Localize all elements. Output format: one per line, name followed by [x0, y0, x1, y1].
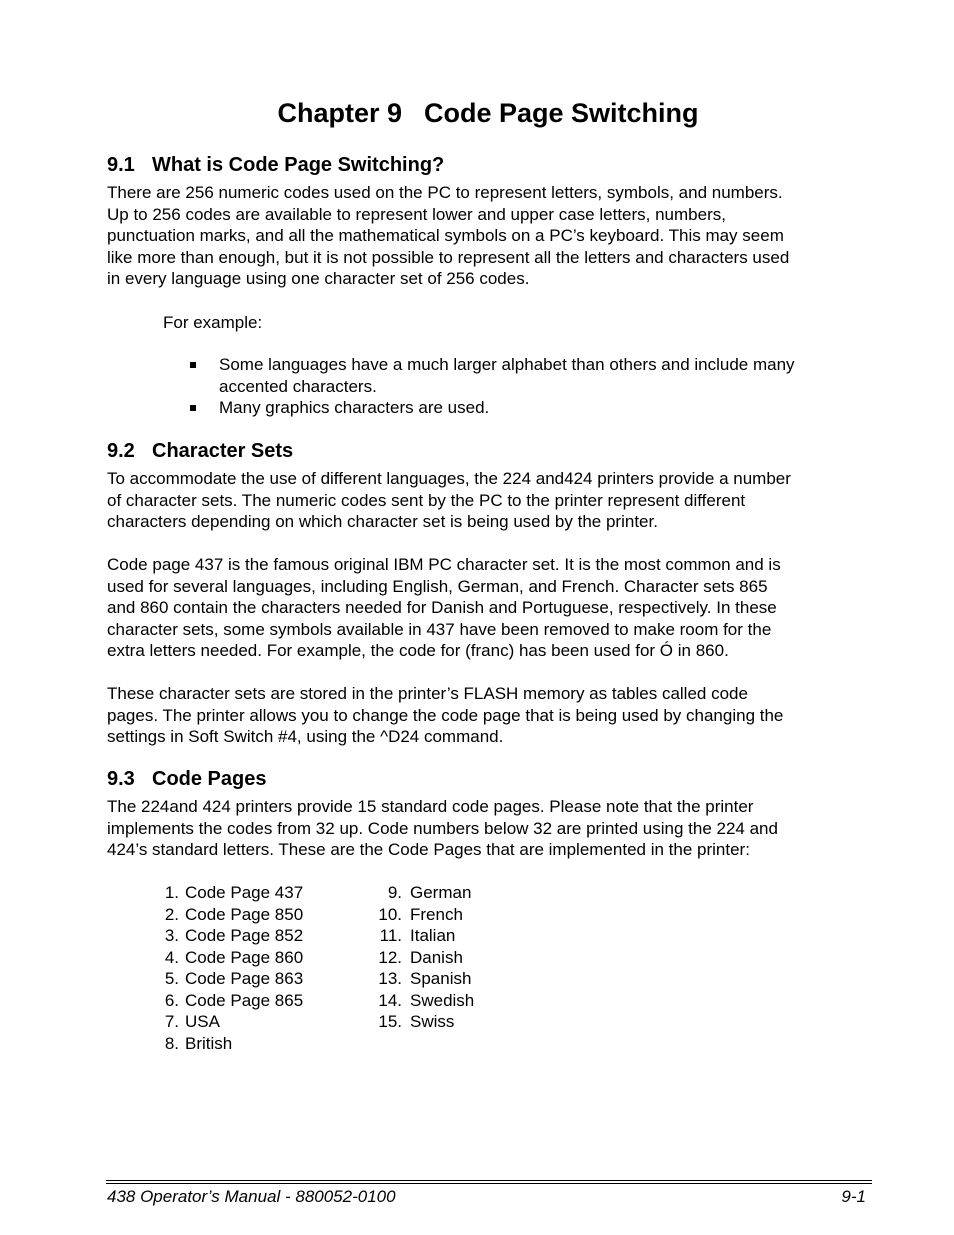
list-item: 2. Code Page 850 [164, 904, 304, 924]
section-heading-9-2 [107, 439, 293, 463]
list-item: 4. Code Page 860 [164, 947, 304, 967]
section-number: 9.1 [107, 154, 135, 176]
square-bullet-icon [190, 405, 196, 411]
list-item: 15. Swiss [378, 1012, 455, 1031]
section-heading-9-3 [107, 767, 266, 791]
paragraph: Code page 437 is the famous original IBM PC character set. It is the most common and is used for several languages, including English, German, and French. Character sets 865 and 860 contain the characters needed for Danish and Portuguese, respectively. In these character sets, some symbols available in 437 have been removed to make room for the extra letters needed. For example, the code for (franc) has been used for Ó in 860. [107, 555, 781, 660]
example-label: For example: [163, 313, 263, 332]
square-bullet-icon [190, 362, 196, 368]
footer-page-number: 9-1 [841, 1187, 866, 1206]
section-title: What is Code Page Switching? [152, 154, 445, 176]
footer-manual-title: 438 Operator’s Manual - 880052-0100 [107, 1187, 396, 1206]
section-heading-9-1 [107, 153, 444, 177]
list-item: Some languages have a much larger alphabet than others and include many accented characters. [188, 354, 795, 397]
section-title: Code Pages [152, 768, 267, 790]
chapter-number: Chapter 9 [277, 98, 402, 128]
chapter-title [0, 95, 954, 131]
list-item: 3. Code Page 852 [164, 926, 304, 945]
list-item: 5. Code Page 863 [164, 969, 304, 988]
list-item: 12. Danish [378, 947, 463, 967]
list-item: 6. Code Page 865 [164, 990, 304, 1010]
list-item: 14. Swedish [378, 990, 475, 1010]
chapter-name: Code Page Switching [424, 98, 699, 128]
list-item: 7. USA [164, 1012, 220, 1031]
list-item: 10. French [378, 904, 463, 924]
paragraph: The 224and 424 printers provide 15 standard code pages. Please note that the printer implements the codes from 32 up. Code numbers below 32 are printed using the 224 and 424’s standard letters. These are the Code Pages that are implemented in the printer: [107, 797, 778, 859]
code-page-list-column-1 [160, 882, 303, 1054]
section-number: 9.3 [107, 768, 135, 790]
paragraph: There are 256 numeric codes used on the PC to represent letters, symbols, and numbers. Up to 256 codes are available to represent lower and upper case letters, numbers, punctuation marks, and all the mathematical symbols on a PC’s keyboard. This may seem like more than enough, but it is not possible to represent all the letters and characters used in every language using one character set of 256 codes. [107, 183, 790, 288]
paragraph: To accommodate the use of different languages, the 224 and424 printers provide a number of character sets. The numeric codes sent by the PC to the printer represent different characters depending on which character set is being used by the printer. [107, 469, 791, 531]
footer-divider [106, 1180, 872, 1184]
paragraph: These character sets are stored in the printer’s FLASH memory as tables called code pages. The printer allows you to change the code page that is being used by changing the settings in Soft Switch #4, using the ^D24 command. [107, 684, 784, 746]
section-title: Character Sets [152, 440, 294, 462]
list-item: 13. Spanish [378, 969, 472, 988]
list-item: 1. Code Page 437 [164, 883, 304, 902]
code-page-list-column-2 [374, 882, 474, 1033]
list-item: 9. German [387, 883, 472, 902]
list-item: 8. British [164, 1033, 233, 1053]
list-item: Many graphics characters are used. [188, 397, 795, 419]
section-number: 9.2 [107, 440, 135, 462]
bullet-list [188, 354, 795, 419]
list-item: 11. Italian [379, 926, 456, 945]
